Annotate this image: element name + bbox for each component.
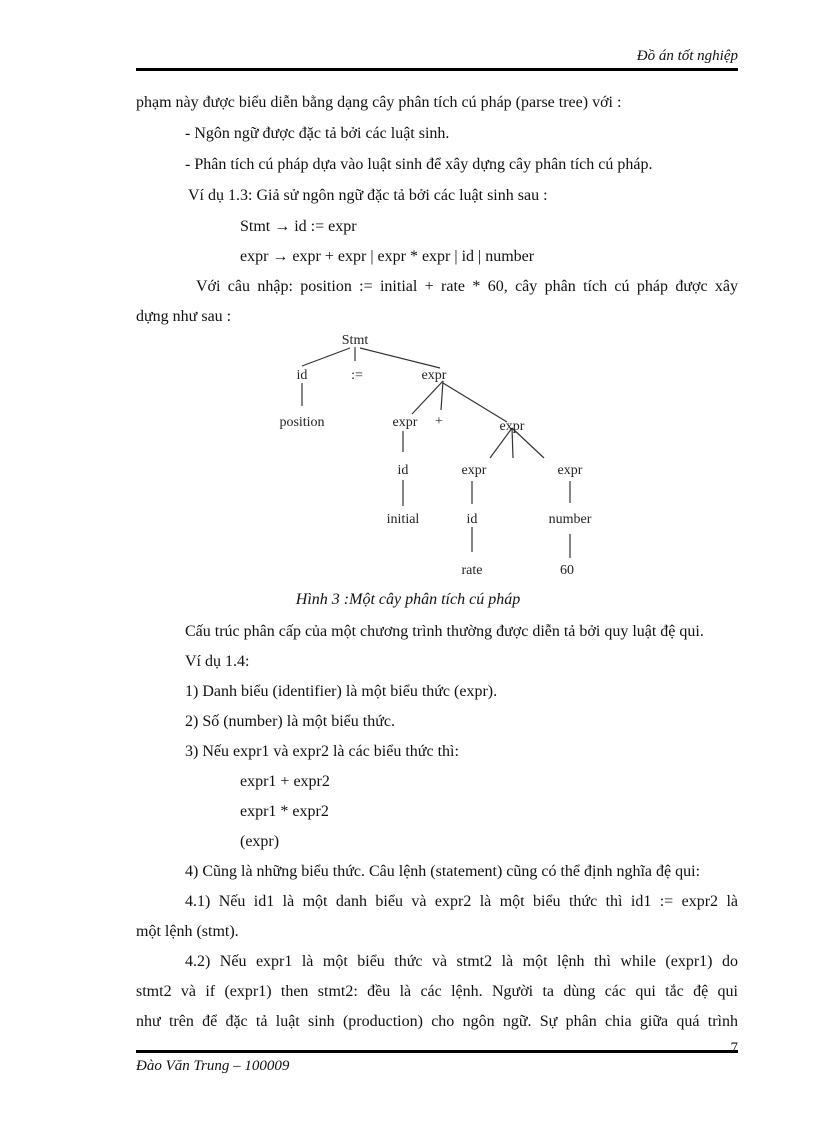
tree-node-number: number <box>548 512 592 527</box>
tree-node-sixty: 60 <box>560 563 574 578</box>
header-title: Đồ án tốt nghiệp <box>636 48 738 64</box>
bullet-line: - Ngôn ngữ được đặc tả bởi các luật sinh. <box>185 125 450 142</box>
paragraph-line: 4.2) Nếu expr1 là một biểu thức và stmt2 là một lệnh thì while (expr1) do <box>185 953 738 970</box>
paragraph-line: một lệnh (stmt). <box>136 923 239 940</box>
tree-node-expr: expr <box>421 368 447 383</box>
paragraph-line: như trên để đặc tả luật sinh (production) cho ngôn ngữ. Sự phân chia giữa quá trình <box>136 1013 738 1030</box>
list-item: 1) Danh biểu (identifier) là một biểu thức (expr). <box>185 683 498 700</box>
header-rule <box>136 68 738 71</box>
tree-node-position: position <box>279 415 325 430</box>
paragraph-line: stmt2 và if (expr1) then stmt2: đều là các lệnh. Người ta dùng các qui tắc đệ qui <box>136 983 738 1000</box>
tree-node-expr: expr <box>557 463 583 478</box>
footer-rule <box>136 1050 738 1053</box>
expression-line: expr1 * expr2 <box>240 803 329 820</box>
expression-line: (expr) <box>240 833 280 850</box>
expression-line: expr1 + expr2 <box>240 773 330 790</box>
tree-node-rate: rate <box>461 563 483 578</box>
example-heading: Ví dụ 1.4: <box>185 653 250 670</box>
tree-node-initial: initial <box>386 512 420 527</box>
list-item: 2) Số (number) là một biểu thức. <box>185 713 395 730</box>
paragraph-line: phạm này được biểu diễn bằng dạng cây phân tích cú pháp (parse tree) với : <box>136 94 622 111</box>
tree-node-stmt: Stmt <box>341 333 369 348</box>
tree-node-assign: := <box>351 368 363 383</box>
figure-caption: Hình 3 :Một cây phân tích cú pháp <box>295 591 521 608</box>
grammar-rule: expr → expr + expr | expr * expr | id | number <box>240 248 535 265</box>
footer-author: Đào Văn Trung – 100009 <box>136 1058 290 1074</box>
paragraph-line: dựng như sau : <box>136 308 232 325</box>
parse-tree-figure <box>262 328 622 584</box>
paragraph-line: Với câu nhập: position := initial + rate * 60, cây phân tích cú pháp được xây <box>196 278 738 295</box>
paragraph-line: 4) Cũng là những biểu thức. Câu lệnh (statement) cũng có thể định nghĩa đệ qui: <box>185 863 701 880</box>
tree-node-expr: expr <box>499 419 525 434</box>
grammar-rule: Stmt → id := expr <box>240 218 357 235</box>
tree-node-id: id <box>466 512 478 527</box>
page-number: 7 <box>730 1040 738 1056</box>
bullet-line: - Phân tích cú pháp dựa vào luật sinh để xây dựng cây phân tích cú pháp. <box>185 156 653 173</box>
paragraph-line: 4.1) Nếu id1 là một danh biểu và expr2 là một biểu thức thì id1 := expr2 là <box>185 893 738 910</box>
paragraph-line: Cấu trúc phân cấp của một chương trình thường được diễn tả bởi quy luật đệ qui. <box>185 623 704 640</box>
tree-node-id: id <box>397 463 409 478</box>
tree-node-expr: expr <box>392 415 418 430</box>
example-heading: Ví dụ 1.3: Giả sử ngôn ngữ đặc tả bởi các luật sinh sau : <box>188 187 548 204</box>
list-item: 3) Nếu expr1 và expr2 là các biểu thức thì: <box>185 743 459 760</box>
tree-node-expr: expr <box>461 463 487 478</box>
tree-node-plus: + <box>435 414 443 429</box>
tree-node-id: id <box>296 368 308 383</box>
